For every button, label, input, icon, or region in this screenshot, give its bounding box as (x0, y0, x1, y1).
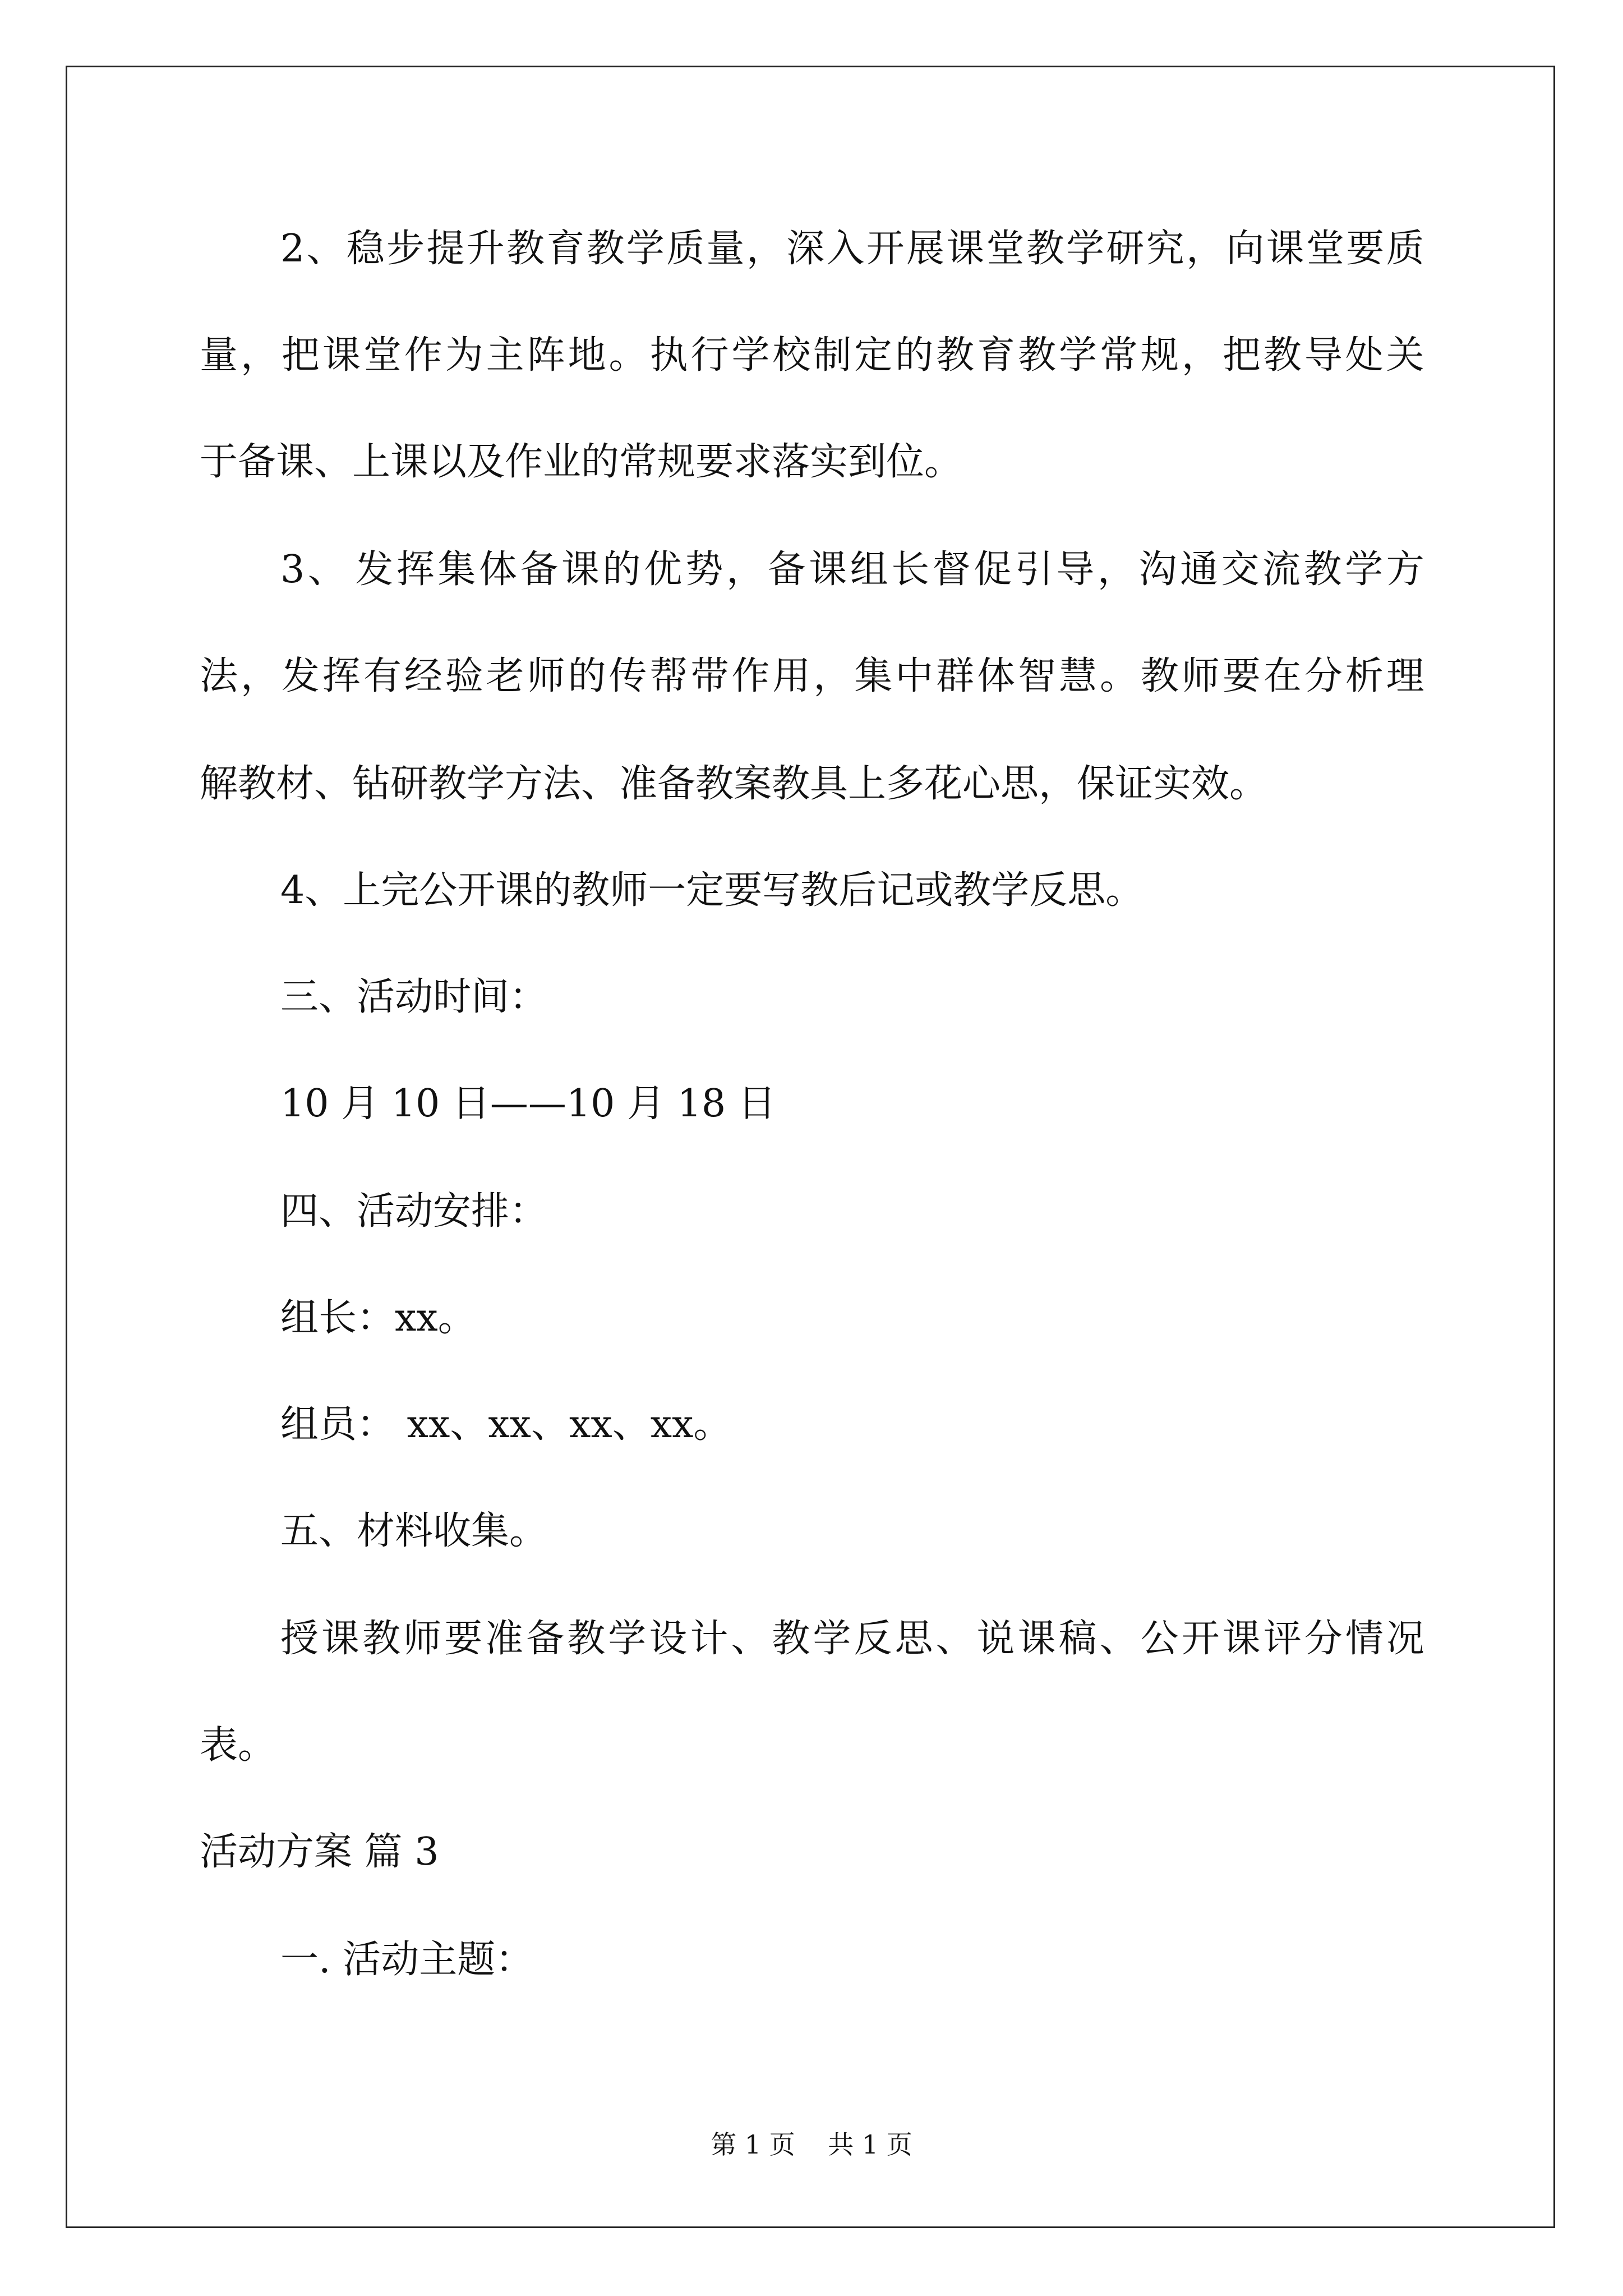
article-heading: 活动方案 篇 3 (200, 1830, 439, 1874)
paragraph-line: 法 ， 发 挥 有 经 验 老 师 的 传 帮 带 作 用 ， 集 中 群 体 智 慧 。 教 师 要 在 分 析 理 (200, 654, 1424, 698)
paragraph-line: 组员： xx、xx、xx、xx。 (280, 1402, 732, 1447)
paragraph-line: 表。 (200, 1723, 276, 1768)
page-border (66, 66, 1555, 2228)
section-heading: 一. 活动主题： (280, 1938, 534, 1982)
section-heading: 四、活动安排： (280, 1189, 548, 1234)
paragraph-line: 10 月 10 日——10 月 18 日 (280, 1082, 776, 1126)
paragraph-line: 授 课 教 师 要 准 备 教 学 设 计 、 教 学 反 思 、 说 课 稿 、 公 开 课 评 分 情 况 (280, 1617, 1424, 1661)
section-heading: 五、材料收集。 (280, 1509, 548, 1553)
paragraph-line: 解教材、钻研教学方法、准备教案教具上多花心思，保证实效。 (200, 762, 1268, 806)
paragraph-line: 4、上完公开课的教师一定要写教后记或教学反思。 (280, 868, 1144, 913)
paragraph-line: 于备课、上课以及作业的常规要求落实到位。 (200, 440, 963, 484)
paragraph-line: 组长：xx。 (280, 1296, 476, 1340)
paragraph-line: 3 、 发 挥 集 体 备 课 的 优 势 ， 备 课 组 长 督 促 引 导 ， 沟 通 交 流 教 学 方 (280, 547, 1424, 592)
paragraph-line: 量 ， 把 课 堂 作 为 主 阵 地 。 执 行 学 校 制 定 的 教 育 教 学 常 规 ， 把 教 导 处 关 (200, 333, 1424, 378)
paragraph-line: 2 、 稳 步 提 升 教 育 教 学 质 量 ， 深 入 开 展 课 堂 教 学 研 究 ， 向 课 堂 要 质 (280, 227, 1424, 271)
page-footer: 第 1 页 共 1 页 (711, 2129, 912, 2160)
section-heading: 三、活动时间： (280, 975, 548, 1019)
